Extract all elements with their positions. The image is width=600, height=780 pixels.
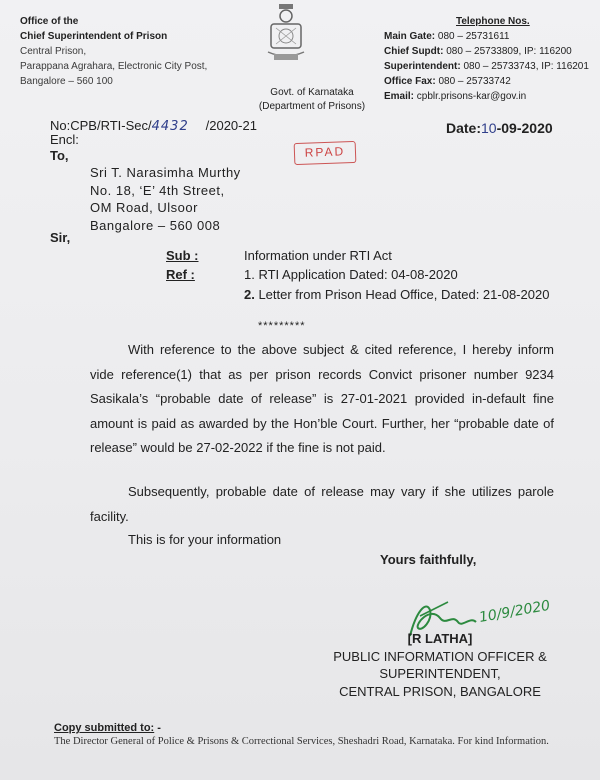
- telephone-row: Chief Supdt: 080 – 25733809, IP: 116200: [384, 46, 572, 57]
- signature-date: 10/9/2020: [477, 597, 552, 626]
- handwritten-ref-number: 4432: [151, 119, 189, 134]
- telephone-row: Office Fax: 080 – 25733742: [384, 76, 511, 87]
- subject-text: Information under RTI Act: [244, 248, 392, 263]
- telephone-row: Main Gate: 080 – 25731611: [384, 31, 510, 42]
- reference-number: No:CPB/RTI-Sec/4432 /2020-21: [50, 118, 257, 134]
- salutation: Sir,: [50, 230, 71, 245]
- addressee-line: OM Road, Ulsoor: [90, 200, 198, 215]
- addressee-line: No. 18, ‘E’ 4th Street,: [90, 182, 225, 198]
- telephone-block: [384, 14, 589, 104]
- handwritten-date-day: 10: [481, 120, 497, 136]
- telephone-title: Telephone Nos.: [456, 16, 530, 27]
- reference-item-2: 2. Letter from Prison Head Office, Dated: 21-08-2020: [244, 287, 550, 302]
- to-label: To,: [50, 148, 69, 163]
- sender-line-2: Parappana Agrahara, Electronic City Post,: [20, 61, 208, 72]
- rpad-stamp: RPAD: [294, 141, 357, 165]
- body-paragraph-3: This is for your information: [128, 532, 282, 547]
- sender-address: [20, 14, 207, 89]
- copy-recipient: The Director General of Police & Prisons & Correctional Services, Sheshadri Road, Karnataka. For kind Information.: [54, 736, 549, 747]
- signatory-name: [R LATHA]: [407, 631, 473, 646]
- sender-title: Chief Superintendent of Prison: [20, 31, 168, 42]
- government-heading: [252, 86, 372, 114]
- separator: *********: [258, 320, 306, 332]
- enclosure-label: Encl:: [50, 132, 79, 147]
- telephone-row: Email: cpblr.prisons-kar@gov.in: [384, 91, 527, 102]
- designation-line: CENTRAL PRISON, BANGALORE: [339, 683, 541, 699]
- letter-date: Date:10-09-2020: [446, 120, 553, 136]
- addressee-line: Bangalore – 560 008: [90, 217, 221, 233]
- designation-line: SUPERINTENDENT,: [379, 666, 501, 681]
- closing: Yours faithfully,: [380, 552, 477, 567]
- designation-line: PUBLIC INFORMATION OFFICER &: [333, 648, 547, 664]
- copy-label: Copy submitted to: -: [54, 722, 161, 734]
- signatory-block: [322, 630, 558, 700]
- body-paragraph-2: Subsequently, probable date of release may vary if she utilizes parole facility.: [90, 484, 554, 524]
- subject-label: Sub :: [166, 248, 199, 263]
- addressee-block: [90, 164, 241, 234]
- reference-item-1: 1. RTI Application Dated: 04-08-2020: [244, 267, 458, 282]
- state-emblem-icon: [262, 2, 310, 64]
- telephone-row: Superintendent: 080 – 25733743, IP: 116201: [384, 61, 589, 72]
- reference-label: Ref :: [166, 267, 195, 282]
- body-paragraph-1: With reference to the above subject & cited reference, I hereby inform vide reference(1) that as per prison records Convict prisoner number 9234 Sasikala’s “probable date of release” is 27-01-2021 provided in-default fine amount is paid as awarded by the Hon’ble Court. Further, her “probable date of release” would be 27-02-2022 if the fine is not paid.: [90, 342, 554, 455]
- govt-line-1: Govt. of Karnataka: [270, 87, 354, 98]
- sender-line-3: Bangalore – 560 100: [20, 76, 113, 87]
- addressee-line: Sri T. Narasimha Murthy: [90, 165, 241, 180]
- sender-line-1: Central Prison,: [20, 46, 87, 57]
- sender-office: Office of the: [20, 16, 79, 27]
- govt-line-2: (Department of Prisons): [258, 101, 366, 112]
